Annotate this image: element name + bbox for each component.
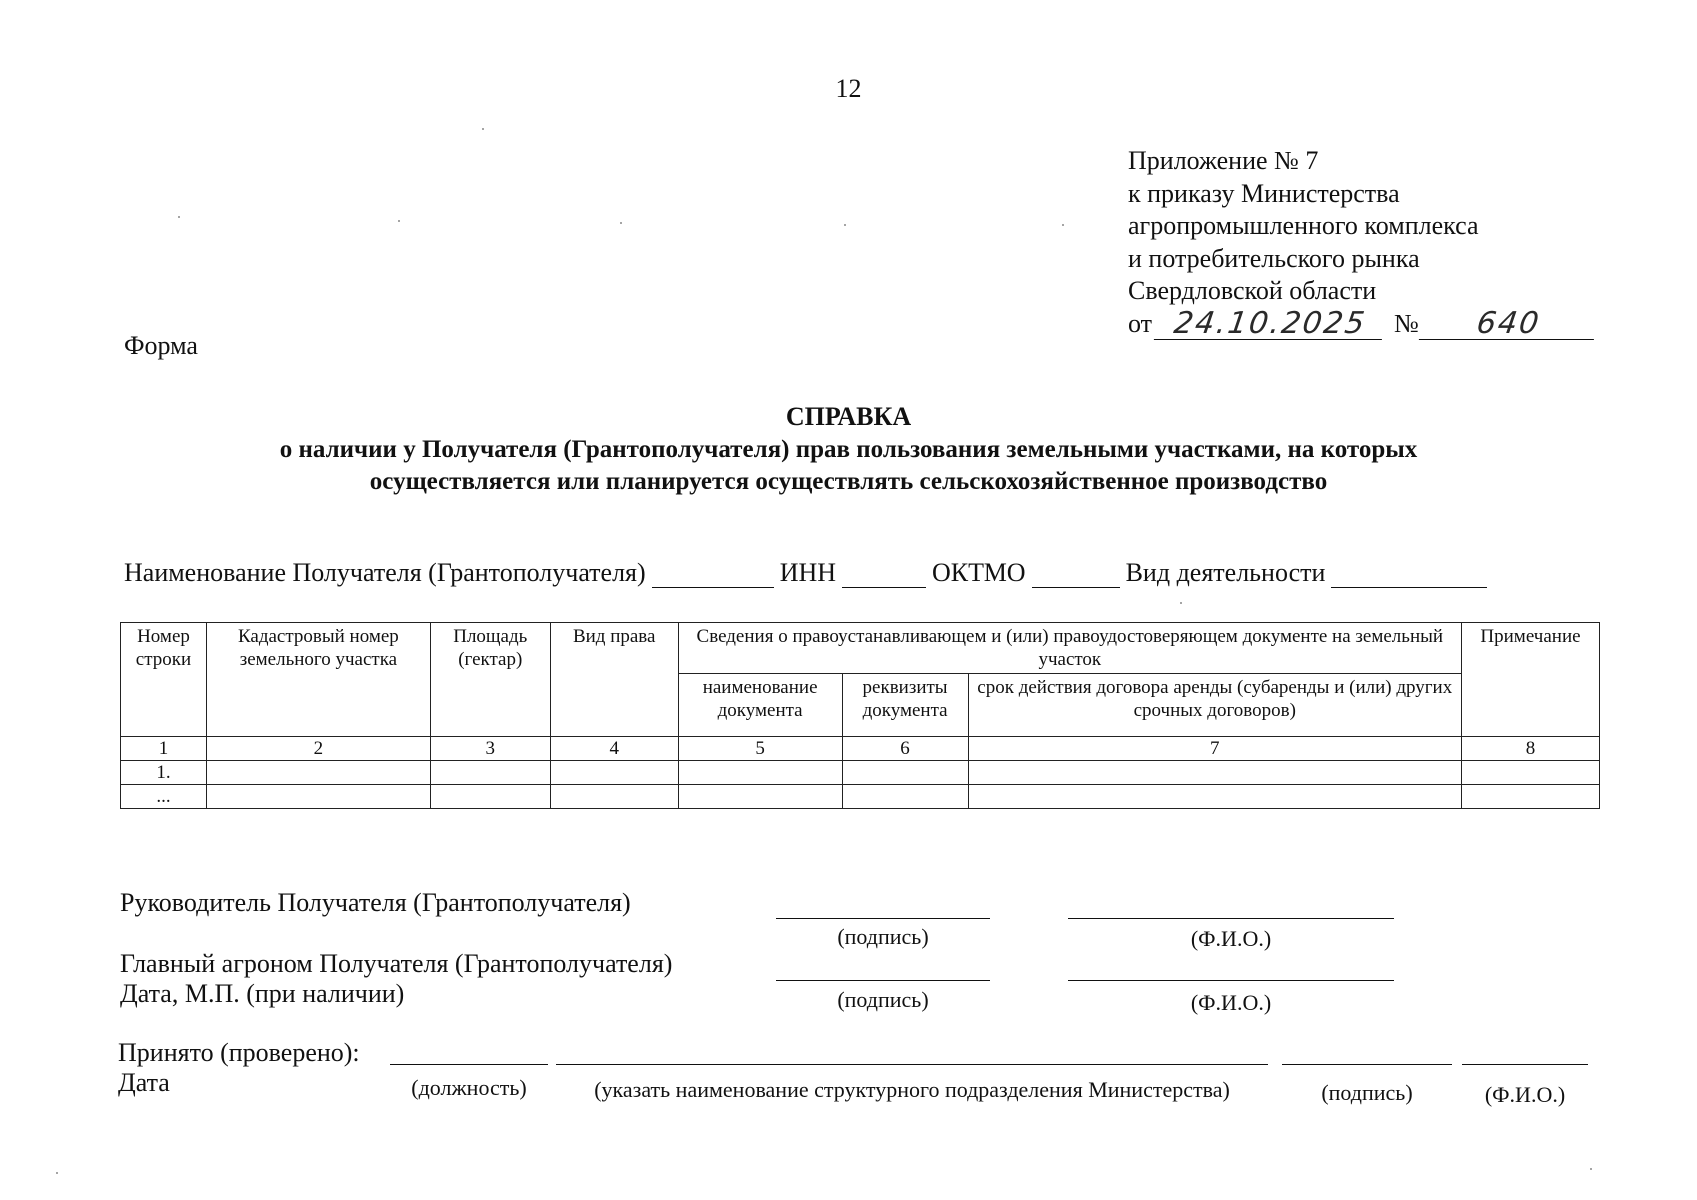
table-cell[interactable] xyxy=(206,761,430,785)
accepted-date-label: Дата xyxy=(118,1068,170,1097)
row-number-cell: ... xyxy=(121,785,207,809)
agronomist-label: Главный агроном Получателя (Грантополучателя) xyxy=(120,949,673,978)
head-label: Руководитель Получателя (Грантополучателя) xyxy=(120,888,631,917)
table-cell[interactable] xyxy=(430,785,550,809)
recipient-name-label: Наименование Получателя (Грантополучателя) xyxy=(124,558,646,587)
department-caption: (указать наименование структурного подразделения Министерства) xyxy=(594,1077,1230,1102)
order-date-number-line xyxy=(1128,308,1596,341)
head-fio-line[interactable] xyxy=(1068,918,1394,919)
table-cell[interactable] xyxy=(550,785,678,809)
page-number: 12 xyxy=(835,74,862,103)
column-number: 2 xyxy=(206,737,430,761)
header-cadastral-number: Кадастровый номер земельного участка xyxy=(206,623,430,737)
table-cell[interactable] xyxy=(1461,785,1599,809)
oktmo-blank[interactable] xyxy=(1032,567,1120,588)
agronomist-fio-caption: (Ф.И.О.) xyxy=(1190,990,1272,1015)
header-doc-name: наименование документа xyxy=(678,674,842,737)
agronomist-fio-line[interactable] xyxy=(1068,980,1394,981)
activity-blank[interactable] xyxy=(1331,567,1487,588)
table-cell[interactable] xyxy=(550,761,678,785)
document-title: СПРАВКА xyxy=(785,402,912,431)
header-right-type: Вид права xyxy=(550,623,678,737)
inn-blank[interactable] xyxy=(842,567,926,588)
land-plots-table xyxy=(120,622,1600,809)
table-cell[interactable] xyxy=(968,785,1461,809)
table-cell[interactable] xyxy=(1461,761,1599,785)
appendix-line: Приложение № 7 xyxy=(1128,146,1319,175)
department-line[interactable] xyxy=(556,1064,1268,1065)
head-signature-caption: (подпись) xyxy=(837,924,929,949)
accepted-fio-line[interactable] xyxy=(1462,1064,1588,1065)
header-documents-group: Сведения о правоустанавливающем и (или) правоудостоверяющем документе на земельный участок xyxy=(678,623,1461,674)
scan-speck xyxy=(1180,602,1182,604)
table-cell[interactable] xyxy=(430,761,550,785)
column-numbers-row xyxy=(121,737,1600,761)
column-number: 6 xyxy=(842,737,968,761)
table-cell[interactable] xyxy=(678,785,842,809)
column-number: 8 xyxy=(1461,737,1599,761)
handwritten-date: 24.10.2025 xyxy=(1154,309,1386,340)
table-cell[interactable] xyxy=(206,785,430,809)
header-area: Площадь (гектар) xyxy=(430,623,550,737)
accepted-label: Принято (проверено): xyxy=(118,1038,360,1067)
scan-speck xyxy=(844,224,846,226)
scan-speck xyxy=(482,128,484,130)
table-cell[interactable] xyxy=(842,761,968,785)
column-number: 1 xyxy=(121,737,207,761)
number-label: № xyxy=(1394,308,1419,338)
position-caption: (должность) xyxy=(411,1075,527,1100)
activity-label: Вид деятельности xyxy=(1125,558,1326,587)
head-fio-caption: (Ф.И.О.) xyxy=(1190,926,1272,951)
date-prefix: от xyxy=(1128,308,1153,338)
date-stamp-label: Дата, М.П. (при наличии) xyxy=(120,979,405,1008)
header-doc-details: реквизиты документа xyxy=(842,674,968,737)
appendix-line: к приказу Министерства xyxy=(1128,178,1400,208)
document-subtitle: о наличии у Получателя (Грантополучателя) прав пользования земельными участками, на которых осуществляется или планируется осуществлять сельскохозяйственное производство xyxy=(279,436,1418,495)
handwritten-number: 640 xyxy=(1419,309,1598,340)
scan-speck xyxy=(620,222,622,224)
scan-speck xyxy=(398,220,400,222)
scan-speck xyxy=(56,1172,58,1174)
position-line[interactable] xyxy=(390,1064,548,1065)
oktmo-label: ОКТМО xyxy=(932,558,1026,587)
column-number: 7 xyxy=(968,737,1461,761)
accepted-signature-caption: (подпись) xyxy=(1321,1080,1413,1105)
inn-label: ИНН xyxy=(779,558,837,587)
table-row xyxy=(121,785,1600,809)
recipient-name-blank[interactable] xyxy=(652,567,774,588)
column-number: 3 xyxy=(430,737,550,761)
column-number: 5 xyxy=(678,737,842,761)
appendix-line: агропромышленного комплекса xyxy=(1128,211,1479,240)
column-number: 4 xyxy=(550,737,678,761)
header-note: Примечание xyxy=(1461,623,1599,737)
form-label: Форма xyxy=(124,331,198,360)
appendix-line: Свердловской области xyxy=(1128,276,1377,305)
scan-speck xyxy=(1590,1168,1592,1170)
title-block xyxy=(0,400,1697,498)
recipient-fields-line xyxy=(124,558,1602,588)
table-cell[interactable] xyxy=(842,785,968,809)
row-number-cell: 1. xyxy=(121,761,207,785)
appendix-line: и потребительского рынка xyxy=(1128,243,1420,273)
head-signature-line[interactable] xyxy=(776,918,990,919)
accepted-signature-line[interactable] xyxy=(1282,1064,1452,1065)
table-cell[interactable] xyxy=(968,761,1461,785)
table-cell[interactable] xyxy=(678,761,842,785)
appendix-block xyxy=(1128,145,1596,340)
table-row xyxy=(121,761,1600,785)
header-row-number: Номер строки xyxy=(121,623,207,737)
header-lease-term: срок действия договора аренды (субаренды и (или) других срочных договоров) xyxy=(968,674,1461,737)
scan-speck xyxy=(178,216,180,218)
accepted-fio-caption: (Ф.И.О.) xyxy=(1484,1082,1566,1107)
agronomist-signature-line[interactable] xyxy=(776,980,990,981)
agronomist-signature-caption: (подпись) xyxy=(837,987,929,1012)
scan-speck xyxy=(1062,224,1064,226)
